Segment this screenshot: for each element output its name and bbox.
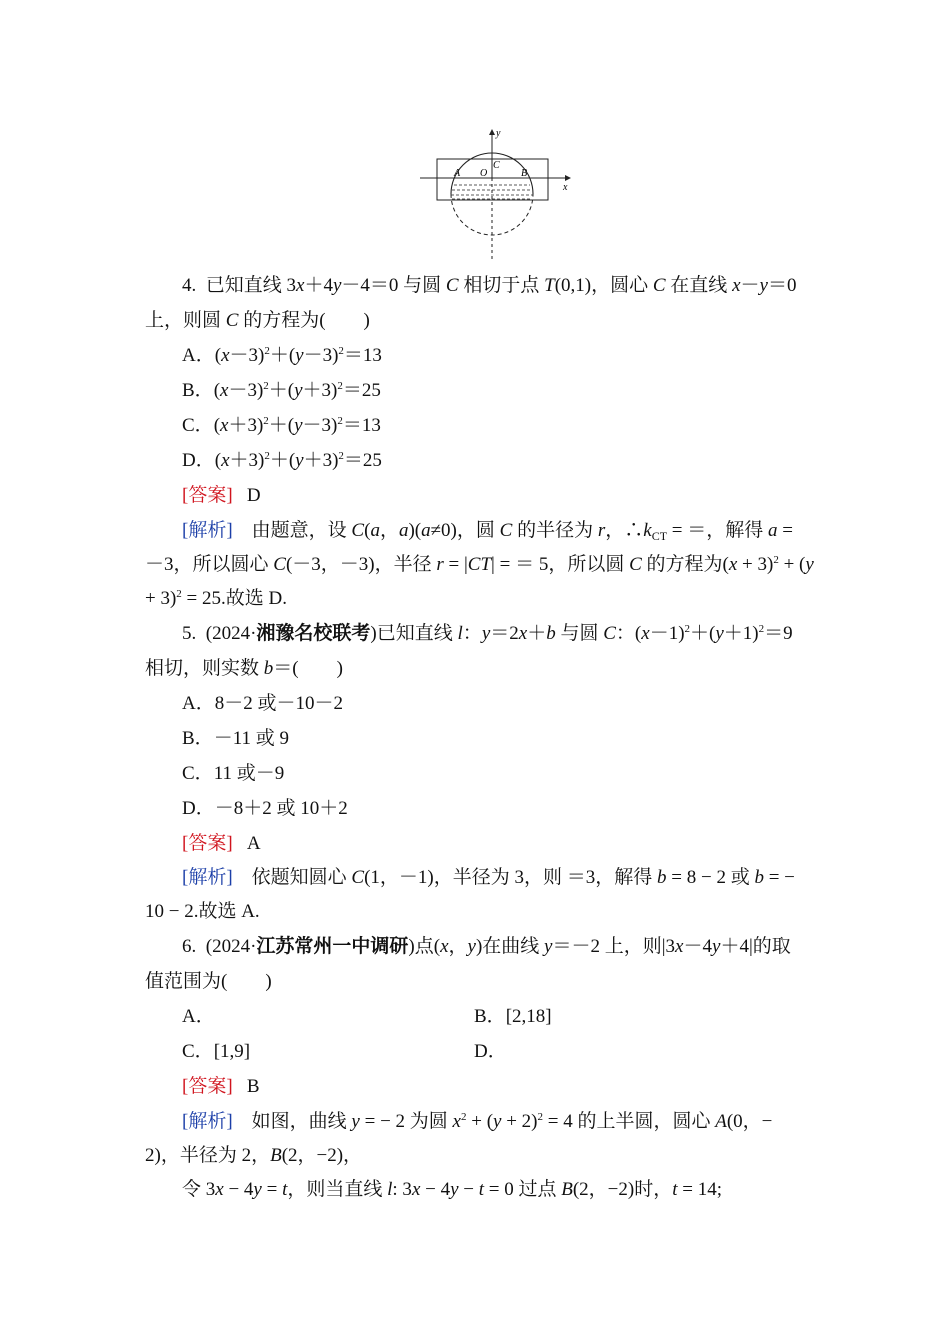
q4-option-d: D．$(x+3)^2+(y+3)^2=25$ [182, 450, 382, 471]
q4-analysis-line3: + 3)$^2$ = 25.故选 D. [145, 588, 287, 609]
label-O: O [480, 168, 488, 179]
q4-option-c: C．$(x+3)^2+(y-3)^2=13$ [182, 415, 381, 436]
geometry-figure [410, 122, 585, 262]
analysis-tag: [解析] [182, 520, 233, 541]
q4-answer: [答案] D [182, 485, 261, 506]
q6-option-d: D． [474, 1041, 507, 1062]
q6-option-a: A． [182, 1006, 215, 1027]
q4-option-b: B．$(x-3)^2+(y+3)^2=25$ [182, 380, 381, 401]
label-A: A [454, 168, 461, 179]
q6-analysis-line3: 令 3x − 4y = t，则当直线 l: 3x − 4y − t = 0 过点 B(2，−2)时，t = 14; [182, 1179, 723, 1200]
q6-stem-line2: 值范围为( ) [145, 971, 272, 992]
q4-option-a: A．$(x-3)^2+(y-3)^2=13$ [182, 345, 382, 366]
q5-analysis-line1: [解析] 依题知圆心 C(1，－1)，半径为 3，则 ＝3，解得 b = 8 − 2 或 b = − [182, 867, 795, 888]
label-x: x [563, 182, 568, 193]
q5-stem-line1: 5. (2024·湘豫名校联考)已知直线 l：y＝2x＋b 与圆 C：$(x-1)^2+(y+1)^2=9$ [182, 623, 793, 644]
answer-tag: [答案] [182, 833, 233, 854]
q4-analysis-line2: －3，所以圆心 C(－3，－3)，半径 r = |CT| = ＝ 5，所以圆 C 的方程为$(x + 3)^2 + (y$ [145, 554, 814, 575]
q4-stem-line1: 4. 已知直线 3x＋4y－4＝0 与圆 C 相切于点 T(0,1)，圆心 C 在直线 x－y＝0 [182, 275, 797, 296]
label-C: C [493, 160, 500, 171]
analysis-tag: [解析] [182, 867, 233, 888]
q4-analysis-line1: [解析] 由题意，设 C(a，a)(a≠0)，圆 C 的半径为 r，$\therefore k_{CT}$ = ＝，解得 a = [182, 520, 793, 543]
q5-option-a: A．8－2 或－10－2 [182, 693, 343, 714]
q5-analysis-line2: 10 − 2.故选 A. [145, 901, 260, 922]
q6-option-c: C．[1,9] [182, 1041, 251, 1062]
q6-option-b: B．[2,18] [474, 1006, 552, 1027]
q5-option-b: B．－11 或 9 [182, 728, 289, 749]
q6-analysis-line2: 2)，半径为 2，B(2，−2)， [145, 1145, 363, 1166]
q6-analysis-line1: [解析] 如图，曲线 y = − 2 为圆 $x^2 + (y + 2)^2 = 4$ 的上半圆，圆心 A(0，− [182, 1111, 773, 1132]
label-B: B [521, 168, 528, 179]
q5-option-d: D．－8＋2 或 10＋2 [182, 798, 348, 819]
q6-stem-line1: 6. (2024·江苏常州一中调研)点(x，y)在曲线 y＝－2 上，则|3x－4y＋4|的取 [182, 936, 791, 957]
q5-answer: [答案] A [182, 833, 261, 854]
answer-tag: [答案] [182, 1076, 233, 1097]
q6-answer: [答案] B [182, 1076, 260, 1097]
q5-stem-line2: 相切，则实数 b＝( ) [145, 658, 343, 679]
analysis-tag: [解析] [182, 1111, 233, 1132]
q5-option-c: C．11 或－9 [182, 763, 285, 784]
q4-stem-line2: 上，则圆 C 的方程为( ) [145, 310, 370, 331]
label-y: y [496, 128, 501, 139]
answer-tag: [答案] [182, 485, 233, 506]
